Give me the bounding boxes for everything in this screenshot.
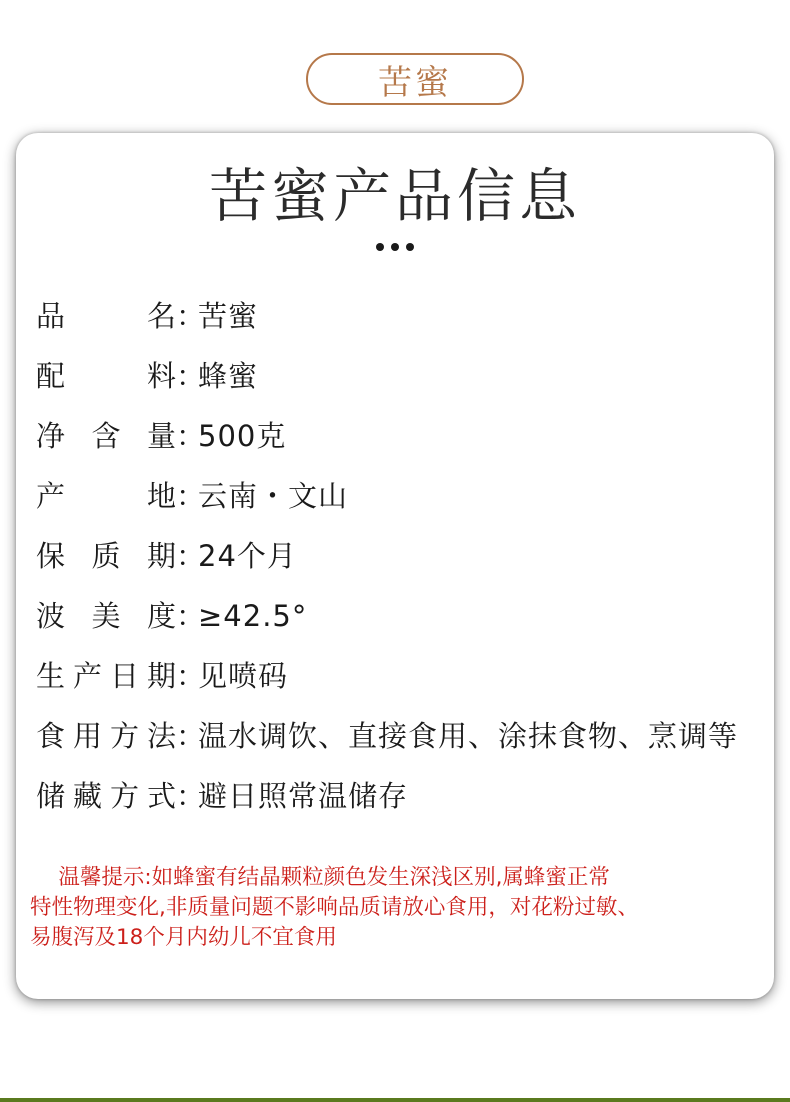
info-row-colon: ： [176, 418, 206, 453]
label-char: 地 [146, 478, 176, 513]
dot [406, 243, 414, 251]
info-row-label [36, 718, 176, 753]
info-row-value: 苦蜜 [198, 298, 259, 333]
info-row-colon: ： [176, 658, 206, 693]
info-row-value: 云南・文山 [198, 478, 349, 513]
title-dots-divider [16, 243, 774, 251]
info-row-label [36, 658, 176, 693]
info-row-colon: ： [176, 358, 206, 393]
info-row [36, 296, 258, 336]
label-char: 储 [36, 778, 66, 813]
label-char: 生 [36, 658, 66, 693]
info-row-label [36, 298, 176, 333]
info-row-value: 24个月 [198, 538, 297, 573]
info-row [36, 536, 297, 576]
info-row-value: 温水调饮、直接食用、涂抹食物、烹调等 [198, 718, 739, 753]
info-row-label [36, 358, 176, 393]
label-char: 波 [36, 598, 66, 633]
info-row-value: 500克 [198, 418, 287, 453]
info-row-colon: ： [176, 478, 206, 513]
info-row [36, 356, 258, 396]
info-row-label [36, 418, 176, 453]
dot [391, 243, 399, 251]
label-char: 名 [146, 298, 176, 333]
label-char: 度 [146, 598, 176, 633]
dot [376, 243, 384, 251]
info-row [36, 596, 307, 636]
label-char: 净 [36, 418, 66, 453]
label-char: 产 [36, 478, 66, 513]
product-name-pill [306, 53, 524, 105]
label-char: 配 [36, 358, 66, 393]
info-row-label [36, 778, 176, 813]
label-char: 产 [72, 658, 102, 693]
label-char: 保 [36, 538, 66, 573]
label-char: 日 [109, 658, 139, 693]
label-char: 方 [109, 718, 139, 753]
label-char: 美 [91, 598, 121, 633]
info-row-colon: ： [176, 598, 206, 633]
info-row-colon: ： [176, 718, 206, 753]
info-row [36, 416, 286, 456]
label-char: 食 [36, 718, 66, 753]
label-char: 量 [146, 418, 176, 453]
notice-line: 特性物理变化,非质量问题不影响品质请放心食用，对花粉过敏、 [30, 895, 639, 920]
info-row-label [36, 598, 176, 633]
label-char: 含 [91, 418, 121, 453]
info-row-label [36, 478, 176, 513]
label-char: 品 [36, 298, 66, 333]
product-name-pill-text: 苦蜜 [378, 62, 452, 103]
info-row-value: 避日照常温储存 [198, 778, 409, 813]
label-char: 方 [109, 778, 139, 813]
label-char: 法 [146, 718, 176, 753]
info-row-colon: ： [176, 298, 206, 333]
card-title: 苦蜜产品信息 [208, 162, 581, 230]
info-row-colon: ： [176, 778, 206, 813]
bottom-divider-line [0, 1098, 790, 1102]
info-row-value: ≥42.5° [198, 598, 308, 633]
info-row [36, 476, 348, 516]
product-info-card [16, 133, 774, 999]
info-row-value: 见喷码 [198, 658, 289, 693]
label-char: 期 [146, 538, 176, 573]
label-char: 式 [146, 778, 176, 813]
notice-line: 温馨提示:如蜂蜜有结晶颗粒颜色发生深浅区别,属蜂蜜正常 [30, 865, 610, 890]
info-row-colon: ： [176, 538, 206, 573]
info-row-label [36, 538, 176, 573]
info-row [36, 716, 738, 756]
notice-line: 易腹泻及18个月内幼儿不宜食用 [30, 925, 337, 950]
label-char: 藏 [72, 778, 102, 813]
label-char: 料 [146, 358, 176, 393]
warm-reminder-notice [30, 863, 765, 953]
label-char: 期 [146, 658, 176, 693]
label-char: 质 [91, 538, 121, 573]
info-row [36, 776, 408, 816]
label-char: 用 [72, 718, 102, 753]
info-row-value: 蜂蜜 [198, 358, 259, 393]
info-row [36, 656, 288, 696]
